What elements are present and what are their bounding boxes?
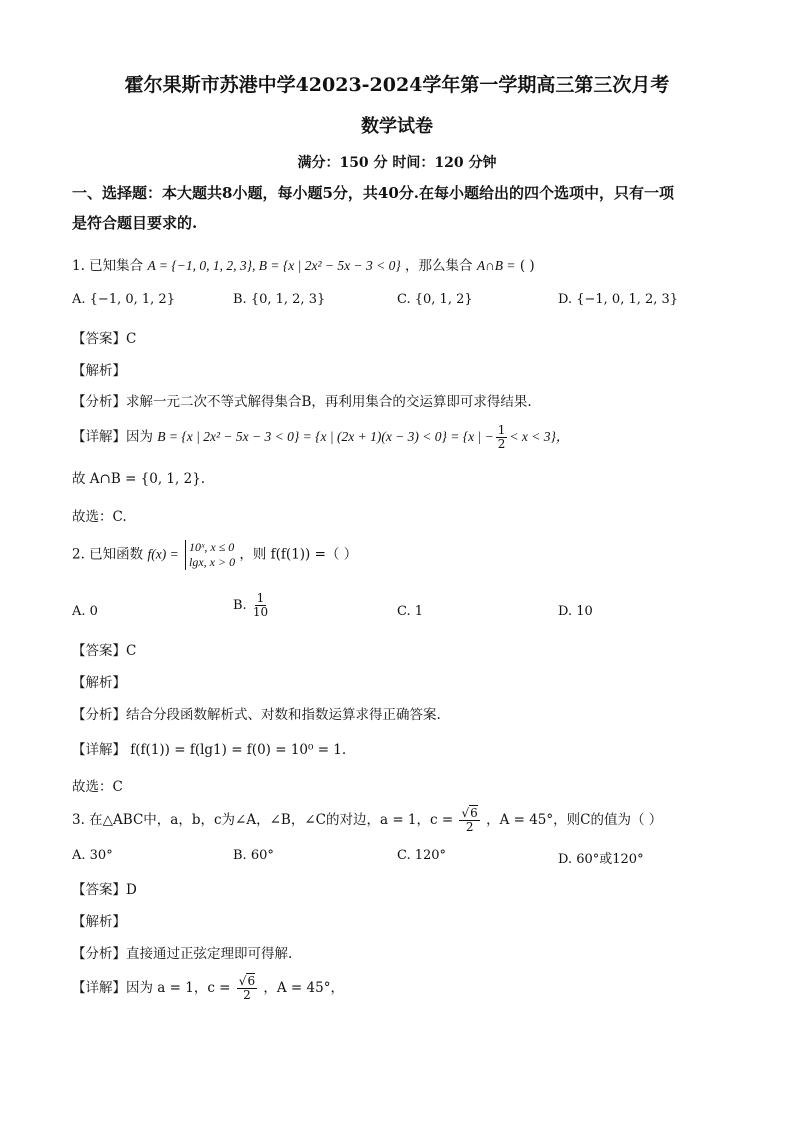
q2-stem-suffix: ，则 f(f(1)) =（ ） bbox=[239, 546, 358, 563]
q3-analysis-tag: 【解析】 bbox=[72, 914, 126, 930]
q2-analysis-tag: 【解析】 bbox=[72, 675, 126, 691]
q3-detail-radicand: 6 bbox=[247, 974, 256, 988]
exam-subtitle: 数学试卷 bbox=[361, 116, 433, 137]
q1-answer: 【答案】C bbox=[72, 331, 137, 347]
q2-stem-prefix: 2. 已知函数 bbox=[72, 546, 144, 563]
q3-option-b: B. 60° bbox=[233, 848, 274, 863]
q1-detail-math-end: < x < 3}， bbox=[509, 429, 570, 444]
question-3-stem bbox=[72, 807, 662, 834]
q3-detail bbox=[72, 975, 344, 1002]
q3-detail-denominator: 2 bbox=[243, 988, 251, 1002]
q1-option-d: D. {−1, 0, 1, 2, 3} bbox=[558, 292, 679, 307]
question-2-stem bbox=[72, 540, 357, 570]
q1-conclusion: 故 A∩B = {0, 1, 2}. bbox=[72, 471, 206, 487]
q2-option-b-denominator: 10 bbox=[252, 605, 269, 619]
q2-option-b-numerator: 1 bbox=[256, 591, 265, 605]
score-time-line: 满分：150 分 时间：120 分钟 bbox=[297, 155, 497, 171]
q2-option-b bbox=[233, 592, 270, 619]
exam-title: 霍尔果斯市苏港中学42023-2024学年第一学期高三第三次月考 bbox=[124, 74, 670, 96]
q3-detail-fraction bbox=[237, 975, 257, 1002]
q2-fx: f(x) = bbox=[147, 546, 179, 562]
q3-c-denominator: 2 bbox=[465, 820, 474, 834]
q2-detail: 【详解】 f(f(1)) = f(lg1) = f(0) = 10⁰ = 1. bbox=[72, 742, 347, 758]
q3-stem-suffix: ，A = 45°，则C的值为（ ） bbox=[486, 812, 663, 828]
q1-option-a: A. {−1, 0, 1, 2} bbox=[72, 292, 175, 307]
q1-detail-fraction bbox=[496, 424, 508, 451]
q3-sqrt-radicand: 6 bbox=[470, 806, 478, 820]
section-heading-line1: 一、选择题：本大题共8小题，每小题5分，共40分.在每小题给出的四个选项中，只有一项 bbox=[72, 184, 674, 202]
q3-c-numerator: √6 bbox=[461, 806, 478, 820]
q3-detail-numerator: √6 bbox=[238, 974, 256, 988]
q1-paren: ( ) bbox=[519, 258, 535, 274]
q1-detail bbox=[72, 424, 569, 451]
q3-detail-suffix: ，A = 45°， bbox=[263, 980, 344, 996]
q2-answer: 【答案】C bbox=[72, 643, 137, 659]
q1-option-c: C. {0, 1, 2} bbox=[397, 292, 473, 307]
q1-set-a: A = {−1, 0, 1, 2, 3} bbox=[147, 258, 252, 273]
q2-piecewise bbox=[185, 540, 235, 570]
q2-choose: 故选：C bbox=[72, 779, 123, 795]
q3-fenxi: 【分析】直接通过正弦定理即可得解. bbox=[72, 946, 293, 962]
q2-fenxi: 【分析】结合分段函数解析式、对数和指数运算求得正确答案. bbox=[72, 707, 441, 723]
q3-c-fraction bbox=[459, 807, 479, 834]
q1-fenxi: 【分析】求解一元二次不等式解得集合B，再利用集合的交运算即可求得结果. bbox=[72, 394, 532, 410]
q1-analysis-tag: 【解析】 bbox=[72, 363, 126, 379]
q2-option-b-label: B. bbox=[233, 598, 247, 613]
q1-option-b: B. {0, 1, 2, 3} bbox=[233, 292, 326, 307]
q1-stem-suffix: ，那么集合 bbox=[405, 258, 473, 274]
q3-answer: 【答案】D bbox=[72, 882, 137, 898]
q1-stem-prefix: 1. 已知集合 bbox=[72, 258, 144, 274]
q3-detail-prefix: 【详解】因为 a = 1，c = bbox=[72, 980, 231, 996]
q2-option-d: D. 10 bbox=[558, 604, 593, 619]
q3-option-d: D. 60°或120° bbox=[558, 852, 644, 867]
question-1-stem bbox=[72, 254, 535, 274]
q1-detail-prefix: 【详解】因为 bbox=[72, 429, 153, 445]
q2-option-a: A. 0 bbox=[72, 604, 98, 619]
q2-case-2: lgx, x > 0 bbox=[188, 555, 236, 569]
q1-frac-numerator: 1 bbox=[497, 423, 506, 437]
q1-expr: A∩B = bbox=[476, 258, 516, 273]
q2-case-1: 10ˣ, x ≤ 0 bbox=[188, 540, 235, 554]
section-heading-line2: 是符合题目要求的. bbox=[72, 214, 198, 232]
q3-option-c: C. 120° bbox=[397, 848, 447, 863]
q1-set-b: , B = {x | 2x² − 5x − 3 < 0} bbox=[252, 258, 401, 273]
q2-option-c: C. 1 bbox=[397, 604, 424, 619]
q1-choose: 故选：C. bbox=[72, 509, 127, 525]
q1-detail-math: B = {x | 2x² − 5x − 3 < 0} = {x | (2x + 1)(x − 3) < 0} = {x | − bbox=[157, 429, 494, 444]
q2-option-b-fraction bbox=[253, 592, 268, 619]
q3-stem-prefix: 3. 在△ABC中，a，b，c为∠A，∠B，∠C的对边，a = 1，c = bbox=[72, 812, 454, 828]
q1-frac-denominator: 2 bbox=[497, 437, 506, 451]
q3-option-a: A. 30° bbox=[72, 848, 113, 863]
